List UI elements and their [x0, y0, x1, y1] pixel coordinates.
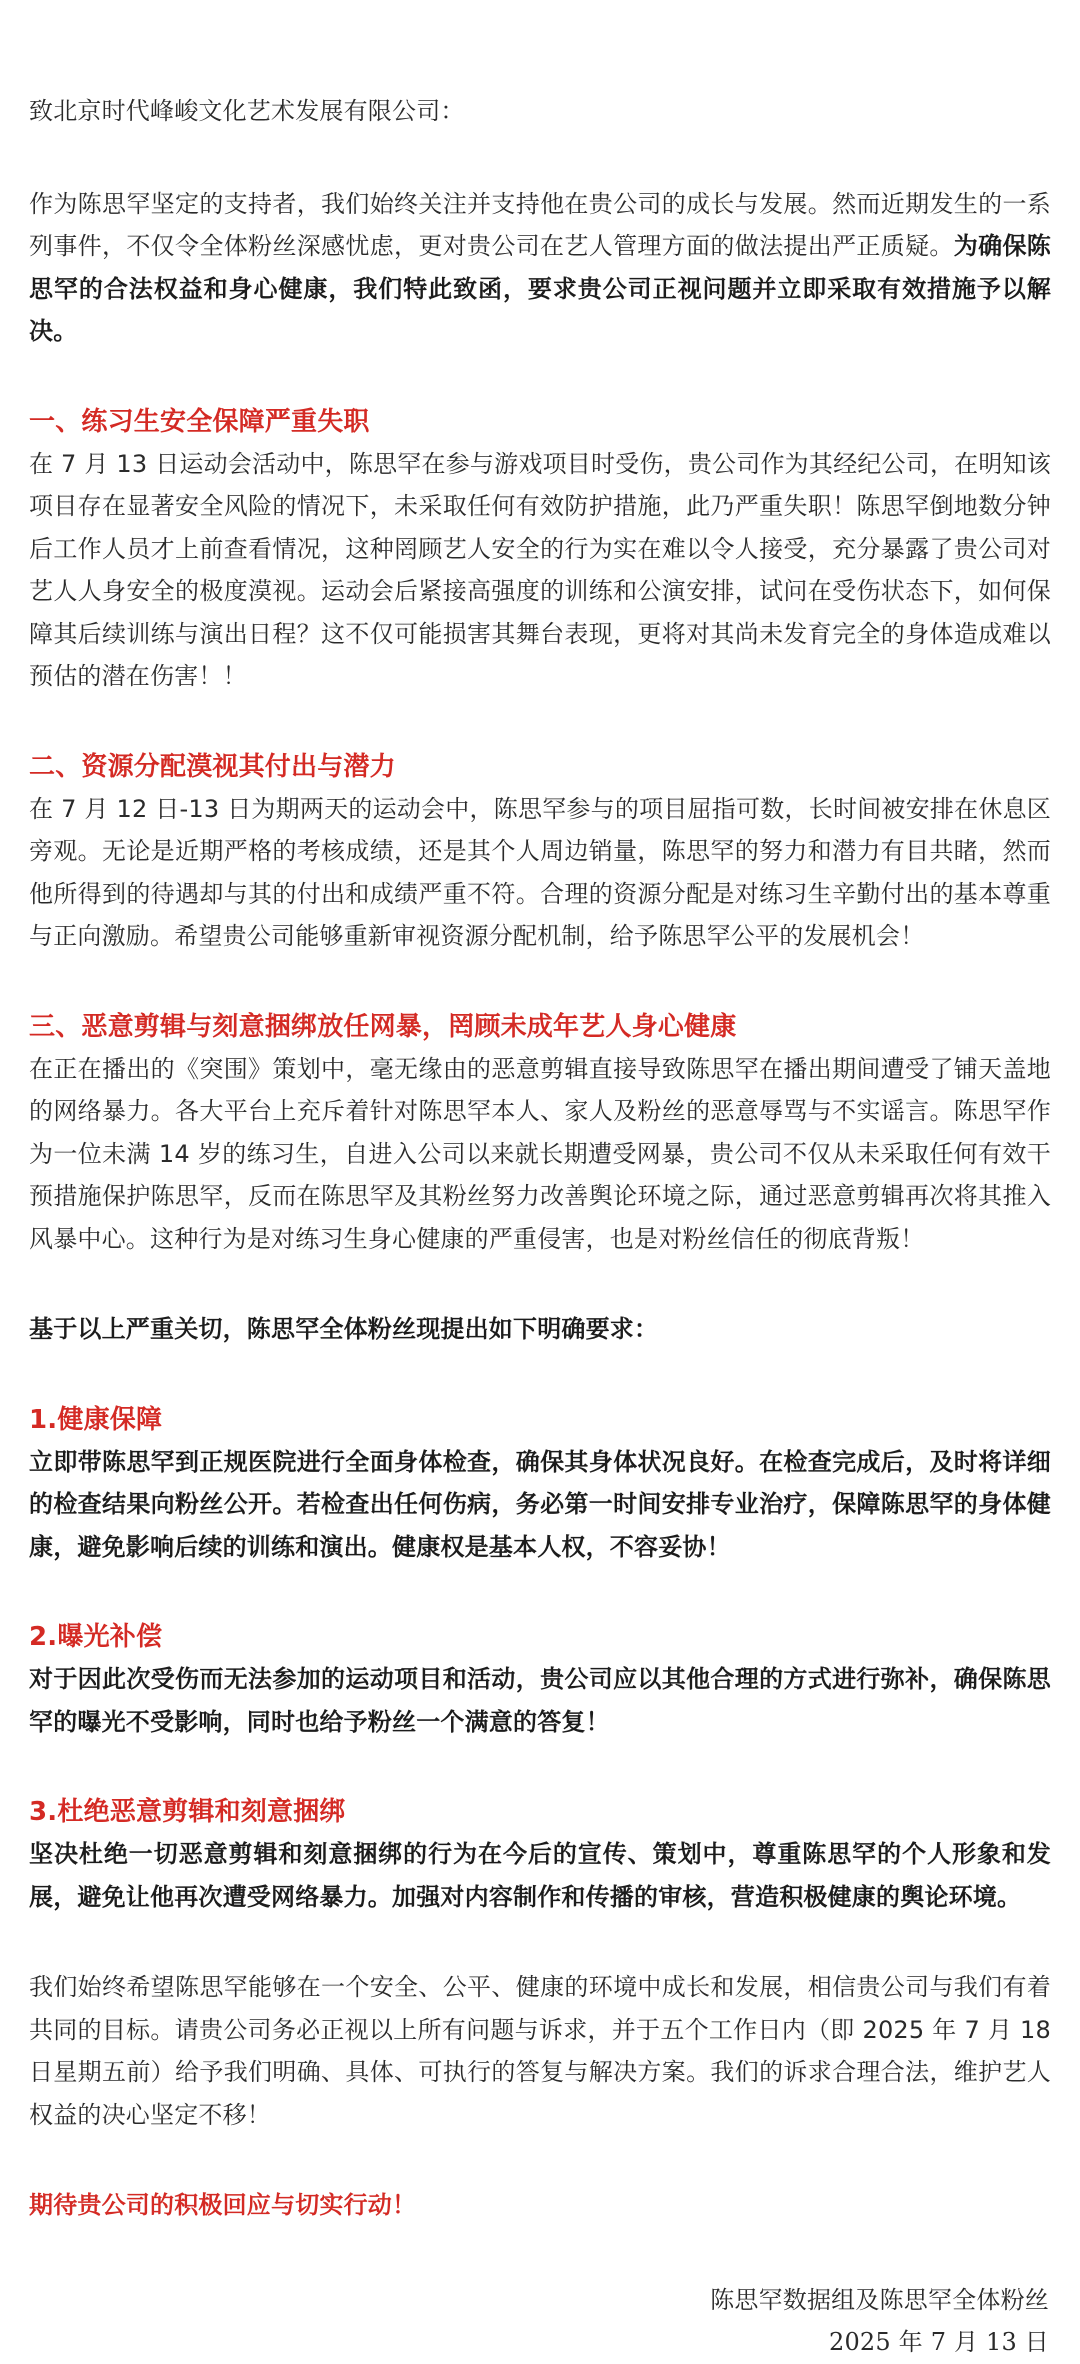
intro-paragraph — [29, 183, 1051, 353]
intro-text: 作为陈思罕坚定的支持者，我们始终关注并支持他在贵公司的成长与发展。然而近期发生的一系列事件，不仅令全体粉丝深感忧虑，更对贵公司在艺人管理方面的做法提出严正质疑。 — [29, 189, 1051, 260]
section-safety — [29, 401, 1051, 698]
section-heading: 二、资源分配漠视其付出与潜力 — [29, 751, 396, 782]
request-health — [29, 1399, 1051, 1569]
closing-paragraph: 我们始终希望陈思罕能够在一个安全、公平、健康的环境中成长和发展，相信贵公司与我们有着共同的目标。请贵公司务必正视以上所有问题与诉求，并于五个工作日内（即 2025 年 7 月 18 日星期五前）给予我们明确、具体、可执行的答复与解决方案。我们的诉求合理合法，维护艺人权益的决心坚定不移！ — [29, 1973, 1051, 2129]
request-title: 3.杜绝恶意剪辑和刻意捆绑 — [29, 1797, 346, 1827]
section-editing — [29, 1006, 1051, 1261]
request-body: 坚决杜绝一切恶意剪辑和刻意捆绑的行为在今后的宣传、策划中，尊重陈思罕的个人形象和发展，避免让他再次遭受网络暴力。加强对内容制作和传播的审核，营造积极健康的舆论环境。 — [29, 1840, 1051, 1911]
request-exposure — [29, 1616, 1051, 1743]
section-heading: 一、练习生安全保障严重失职 — [29, 406, 370, 437]
request-body: 立即带陈思罕到正规医院进行全面身体检查，确保其身体状况良好。在检查完成后，及时将详细的检查结果向粉丝公开。若检查出任何伤病，务必第一时间安排专业治疗，保障陈思罕的身体健康，避免影响后续的训练和演出。健康权是基本人权，不容妥协！ — [29, 1447, 1051, 1561]
request-title: 2.曝光补偿 — [29, 1622, 163, 1652]
request-body: 对于因此次受伤而无法参加的运动项目和活动，贵公司应以其他合理的方式进行弥补，确保陈思罕的曝光不受影响，同时也给予粉丝一个满意的答复！ — [29, 1665, 1051, 1736]
signature-block — [29, 2279, 1051, 2364]
section-resources — [29, 746, 1051, 958]
salutation: 致北京时代峰峻文化艺术发展有限公司： — [29, 97, 465, 125]
section-heading: 三、恶意剪辑与刻意捆绑放任网暴，罔顾未成年艺人身心健康 — [29, 1011, 737, 1042]
signature: 陈思罕数据组及陈思罕全体粉丝 — [710, 2285, 1049, 2314]
request-editing — [29, 1791, 1051, 1918]
demand-intro: 基于以上严重关切，陈思罕全体粉丝现提出如下明确要求： — [29, 1315, 659, 1343]
section-body: 在 7 月 13 日运动会活动中，陈思罕在参与游戏项目时受伤，贵公司作为其经纪公司，在明知该项目存在显著安全风险的情况下，未采取任何有效防护措施，此乃严重失职！陈思罕倒地数分钟后工作人员才上前查看情况，这种罔顾艺人安全的行为实在难以令人接受，充分暴露了贵公司对艺人人身安全的极度漠视。运动会后紧接高强度的训练和公演安排，试问在受伤状态下，如何保障其后续训练与演出日程？这不仅可能损害其舞台表现，更将对其尚未发育完全的身体造成难以预估的潜在伤害！！ — [29, 449, 1051, 690]
section-body: 在正在播出的《突围》策划中，毫无缘由的恶意剪辑直接导致陈思罕在播出期间遭受了铺天盖地的网络暴力。各大平台上充斥着针对陈思罕本人、家人及粉丝的恶意辱骂与不实谣言。陈思罕作为一位未满 14 岁的练习生，自进入公司以来就长期遭受网暴，贵公司不仅从未采取任何有效干预措施保护陈思罕，反而在陈思罕及其粉丝努力改善舆论环境之际，通过恶意剪辑再次将其推入风暴中心。这种行为是对练习生身心健康的严重侵害，也是对粉丝信任的彻底背叛！ — [29, 1054, 1051, 1253]
request-title: 1.健康保障 — [29, 1404, 163, 1435]
intro-bold-text: 为确保陈思罕的合法权益和身心健康，我们特此致函，要求贵公司正视问题并立即采取有效措施予以解决。 — [29, 232, 1051, 345]
letter-date: 2025 年 7 月 13 日 — [828, 2328, 1049, 2356]
call-to-action: 期待贵公司的积极回应与切实行动！ — [29, 2191, 417, 2219]
section-body: 在 7 月 12 日-13 日为期两天的运动会中，陈思罕参与的项目屈指可数，长时间被安排在休息区旁观。无论是近期严格的考核成绩，还是其个人周边销量，陈思罕的努力和潜力有目共睹，然而他所得到的待遇却与其的付出和成绩严重不符。合理的资源分配是对练习生辛勤付出的基本尊重与正向激励。希望贵公司能够重新审视资源分配机制，给予陈思罕公平的发展机会！ — [29, 794, 1051, 950]
